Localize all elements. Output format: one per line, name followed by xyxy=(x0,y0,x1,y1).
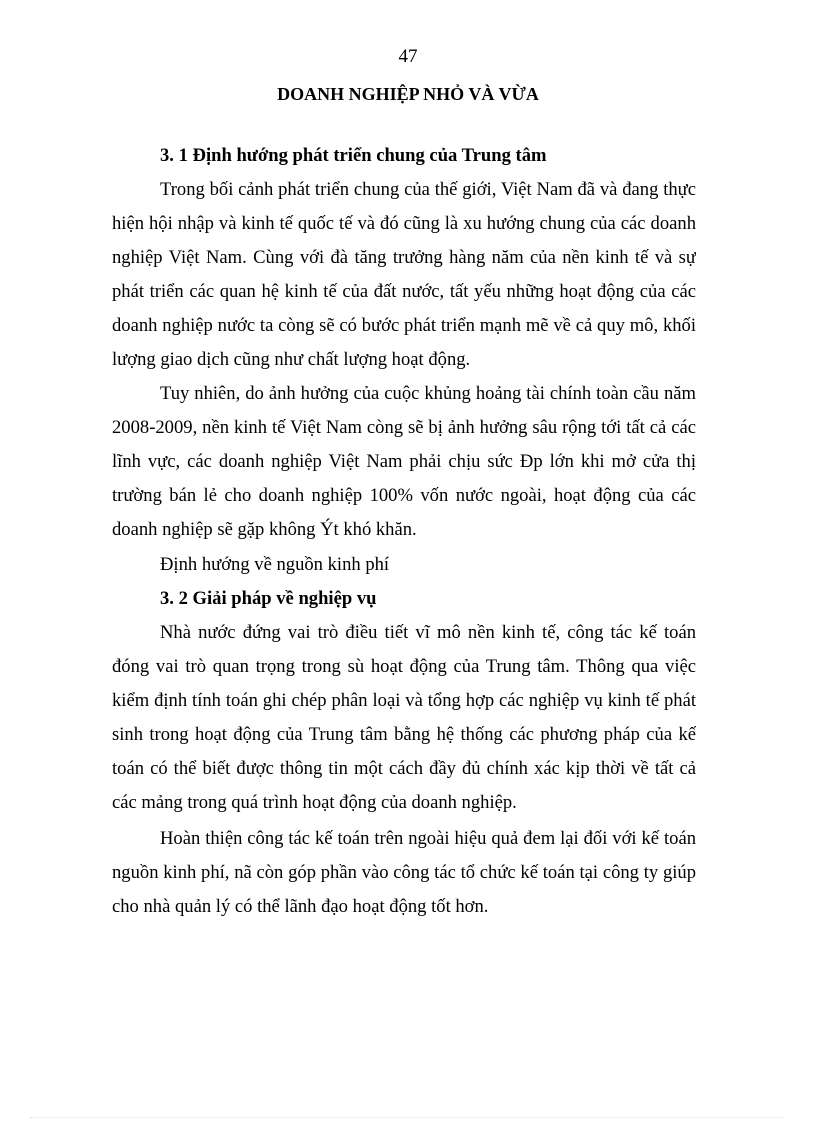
paragraph-line: lượng giao dịch cũng như chất lượng hoạt động. xyxy=(112,349,471,370)
paragraph-line: kiểm định tính toán ghi chép phân loại và tổng hợp các nghiệp vụ kinh tế phát xyxy=(112,690,696,711)
section-heading-3-2: 3. 2 Giải pháp về nghiệp vụ xyxy=(160,588,377,609)
section-heading-3-1: 3. 1 Định hướng phát triển chung của Trung tâm xyxy=(160,145,547,166)
paragraph-line: nguồn kinh phí, nã còn góp phần vào công tác tổ chức kế toán tại công ty giúp xyxy=(112,862,696,883)
page-bottom-divider xyxy=(30,1117,786,1118)
paragraph-line: Trong bối cảnh phát triển chung của thế giới, Việt Nam đã và đang thực xyxy=(160,179,696,200)
paragraph-line: hiện hội nhập và kinh tế quốc tế và đó cũng là xu hướng chung của các doanh xyxy=(112,213,696,234)
paragraph-line: doanh nghiệp nước ta còng sẽ có bước phát triển mạnh mẽ về cả quy mô, khối xyxy=(112,315,696,336)
paragraph-line: Tuy nhiên, do ảnh hưởng của cuộc khủng hoảng tài chính toàn cầu năm xyxy=(160,383,696,404)
paragraph-line: toán có thể biết được thông tin một cách đầy đủ chính xác kịp thời về tất cả xyxy=(112,758,696,779)
paragraph-line: lĩnh vực, các doanh nghiệp Việt Nam phải chịu sức Đp lớn khi mở cửa thị xyxy=(112,451,696,472)
paragraph-line: các mảng trong quá trình hoạt động của doanh nghiệp. xyxy=(112,792,517,813)
paragraph-line: đóng vai trò quan trọng trong sù hoạt động của Trung tâm. Thông qua việc xyxy=(112,656,696,677)
paragraph-line: Nhà nước đứng vai trò điều tiết vĩ mô nền kinh tế, công tác kế toán xyxy=(160,622,696,643)
paragraph-line: sinh trong hoạt động của Trung tâm bằng hệ thống các phương pháp của kế xyxy=(112,724,696,745)
paragraph-line: cho nhà quản lý có thể lãnh đạo hoạt động tốt hơn. xyxy=(112,896,489,917)
paragraph-line: Hoàn thiện công tác kế toán trên ngoài hiệu quả đem lại đối với kế toán xyxy=(160,828,696,849)
paragraph-line: phát triển các quan hệ kinh tế của đất nước, tất yếu những hoạt động của các xyxy=(112,281,696,302)
subheading-funding: Định hướng về nguồn kinh phí xyxy=(160,554,390,575)
paragraph-line: nghiệp Việt Nam. Cùng với đà tăng trưởng hàng năm của nền kinh tế và sự xyxy=(112,247,696,268)
page-number: 47 xyxy=(398,46,418,67)
paragraph-line: 2008-2009, nền kinh tế Việt Nam còng sẽ bị ảnh hưởng sâu rộng tới tất cả các xyxy=(112,417,696,438)
paragraph-line: doanh nghiệp sẽ gặp không Ýt khó khăn. xyxy=(112,519,417,540)
paragraph-line: trường bán lẻ cho doanh nghiệp 100% vốn nước ngoài, hoạt động của các xyxy=(112,485,696,506)
page-title: DOANH NGHIỆP NHỎ VÀ VỪA xyxy=(277,84,539,104)
